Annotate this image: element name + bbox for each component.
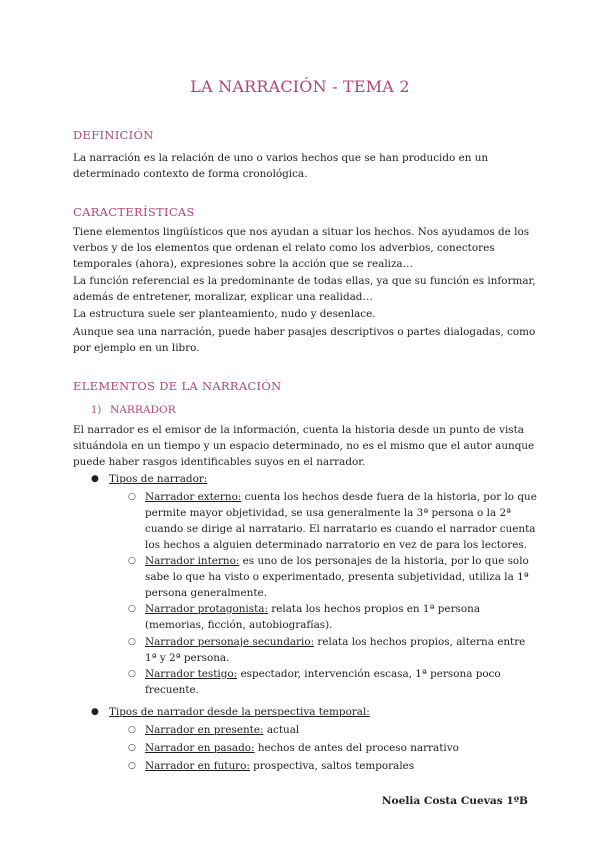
temporal-desc: prospectiva, saltos temporales [249, 760, 415, 772]
heading-definicion: DEFINICIÓN [73, 128, 154, 142]
tipo-item [145, 666, 540, 698]
sub-bullet-icon: ○ [128, 637, 136, 647]
temporal-item [145, 740, 540, 756]
tipo-term: Narrador personaje secundario: [145, 636, 315, 648]
sub-bullet-icon: ○ [128, 604, 136, 614]
narrador-text: El narrador es el emisor de la información, cuenta la historia desde un punto de vista situándola en un tiempo y un espacio determinado, no es el mismo que el autor aunque puede haber rasgos identificables suyos en el narrador. [73, 424, 535, 468]
caracteristicas-paragraph-2: La función referencial es la predominante de todas ellas, ya que su función es informar, además de entretener, moralizar, explicar una realidad… [73, 275, 536, 303]
temporal-item [145, 758, 540, 774]
sub-bullet-icon: ○ [128, 743, 136, 753]
sub-bullet-icon: ○ [128, 725, 136, 735]
bullet-icon: ● [91, 707, 99, 717]
temporal-item [145, 722, 540, 738]
temporal-desc: actual [263, 724, 300, 736]
heading-elementos: ELEMENTOS DE LA NARRACIÓN [73, 379, 282, 393]
tipo-item [145, 601, 540, 633]
tipo-item [145, 489, 540, 553]
temporal-term: Narrador en presente: [145, 724, 264, 736]
caracteristicas-paragraph-4: Aunque sea una narración, puede haber pasajes descriptivos o partes dialogadas, como por ejemplo en un libro. [73, 326, 536, 354]
tipo-desc: cuenta los hechos desde fuera de la historia, por lo que permite mayor objetividad, se usa generalmente la 3ª persona o la 2ª cuando se dirige al narratario. El narratario es cuando el narrador cuenta los hechos a alguien determinado narratorio en vez de para los lectores. [145, 491, 537, 551]
definicion-text: La narración es la relación de uno o varios hechos que se han producido en un determinado contexto de forma cronológica. [73, 152, 489, 180]
temporal-label: Tipos de narrador desde la perspectiva temporal: [109, 706, 370, 718]
author-footer: Noelia Costa Cuevas 1ºB [381, 795, 528, 807]
caracteristicas-paragraph-1: Tiene elementos lingüísticos que nos ayudan a situar los hechos. Nos ayudamos de los verbos y de los elementos que ordenan el relato como los adverbios, conectores temporales (ahora), expresiones sobre la acción que se realiza… [73, 226, 530, 270]
temporal-term: Narrador en pasado: [145, 742, 255, 754]
tipo-item [145, 553, 540, 601]
heading-caracteristicas: CARACTERÍSTICAS [73, 205, 195, 219]
tipo-desc: relata los hechos propios, alterna entre 1ª y 2ª persona. [145, 636, 526, 664]
tipo-term: Narrador protagonista: [145, 603, 268, 615]
sub-bullet-icon: ○ [128, 669, 136, 679]
tipo-term: Narrador interno: [145, 555, 240, 567]
tipo-desc: espectador, intervención escasa, 1ª persona poco frecuente. [145, 668, 501, 696]
temporal-desc: hechos de antes del proceso narrativo [254, 742, 459, 754]
page-title: LA NARRACIÓN - TEMA 2 [190, 77, 410, 96]
temporal-term: Narrador en futuro: [145, 760, 250, 772]
tipo-term: Narrador externo: [145, 491, 242, 503]
tipo-item [145, 634, 540, 666]
item-number: 1) [91, 405, 102, 416]
sub-bullet-icon: ○ [128, 556, 136, 566]
tipo-desc: es uno de los personajes de la historia, por lo que solo sabe lo que ha visto o experimentado, presenta subjetividad, utiliza la 1ª persona generalmente. [145, 555, 529, 599]
tipos-label: Tipos de narrador: [109, 473, 208, 485]
tipo-desc: relata los hechos propios en 1ª persona (memorias, ficción, autobiografías). [145, 603, 481, 631]
sub-bullet-icon: ○ [128, 761, 136, 771]
bullet-icon: ● [91, 474, 99, 484]
sub-bullet-icon: ○ [128, 492, 136, 502]
heading-narrador: NARRADOR [110, 404, 176, 416]
caracteristicas-paragraph-3: La estructura suele ser planteamiento, nudo y desenlace. [73, 308, 376, 320]
tipo-term: Narrador testigo: [145, 668, 238, 680]
